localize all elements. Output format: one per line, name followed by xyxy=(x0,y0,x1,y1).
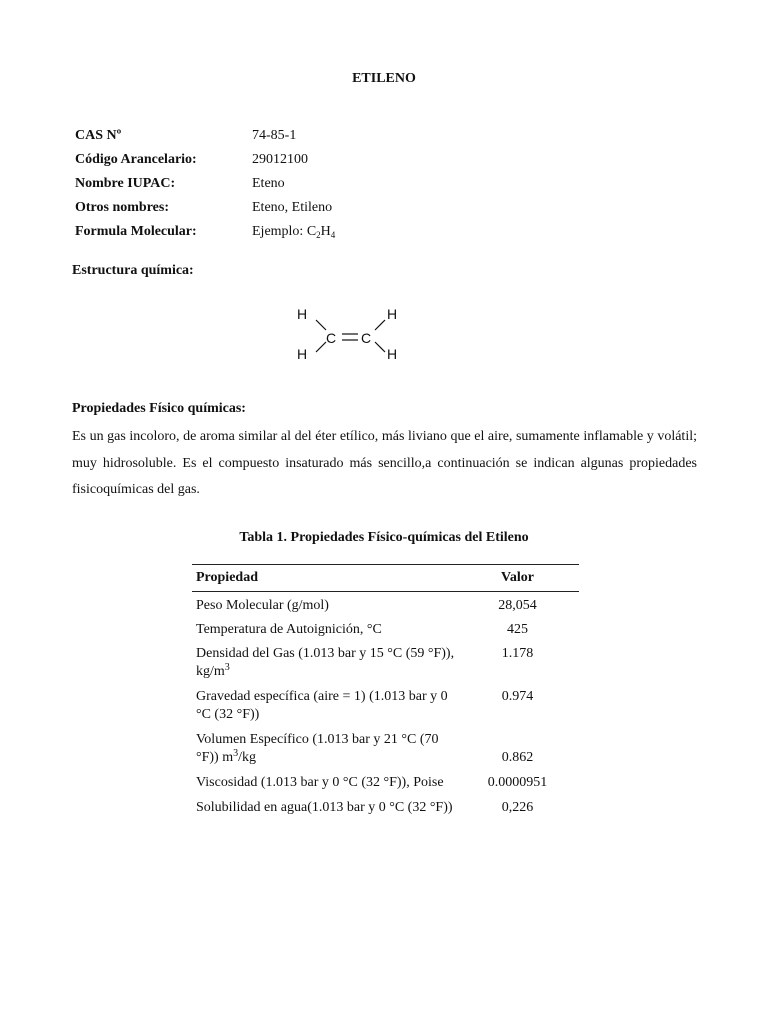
atom-h-bottom-left: H xyxy=(297,346,308,362)
cell-value: 1.178 xyxy=(501,646,534,661)
molecular-formula-value xyxy=(252,224,335,240)
atom-h-top-right: H xyxy=(387,306,398,322)
header-value: Valor xyxy=(501,570,534,585)
cell-superscript: 3 xyxy=(233,748,239,759)
cell-property-text: Volumen Específico (1.013 bar y 21 °C (70 °F)) m xyxy=(196,732,439,765)
document-title: ETILENO xyxy=(352,71,416,86)
bond-h-c-top-left xyxy=(316,320,326,330)
cas-label: CAS Nº xyxy=(75,128,122,143)
formula-subscript-carbon: 2 xyxy=(316,230,321,240)
cell-value: 28,054 xyxy=(498,598,537,613)
cell-value: 0.862 xyxy=(501,750,534,765)
table-header-row xyxy=(192,564,579,592)
table-row xyxy=(192,774,579,792)
structure-heading: Estructura química: xyxy=(72,263,194,278)
tariff-code-label: Código Arancelario: xyxy=(75,152,197,167)
table-row xyxy=(192,645,579,681)
table-row xyxy=(192,597,579,615)
properties-heading: Propiedades Físico químicas: xyxy=(72,401,246,416)
cell-property-suffix: /kg xyxy=(238,750,256,765)
cell-property: Viscosidad (1.013 bar y 0 °C (32 °F)), Poise xyxy=(196,775,444,790)
cell-property xyxy=(192,731,456,767)
cell-property: Temperatura de Autoignición, °C xyxy=(196,622,382,637)
cell-value: 0.0000951 xyxy=(487,775,548,790)
atom-h-top-left: H xyxy=(297,306,308,322)
cell-value: 0,226 xyxy=(501,800,534,815)
cell-property: Peso Molecular (g/mol) xyxy=(196,598,329,613)
table-caption: Tabla 1. Propiedades Físico-químicas del Etileno xyxy=(239,530,529,545)
iupac-name-value: Eteno xyxy=(252,176,285,191)
cell-property xyxy=(192,645,456,681)
table-row xyxy=(192,621,579,639)
table-row xyxy=(192,731,579,767)
tariff-code-value: 29012100 xyxy=(252,152,308,167)
bond-c-h-bottom-right xyxy=(375,342,385,352)
cell-property: Solubilidad en agua(1.013 bar y 0 °C (32 °F)) xyxy=(196,800,453,815)
other-names-label: Otros nombres: xyxy=(75,200,169,215)
table-row xyxy=(192,688,579,724)
other-names-value: Eteno, Etileno xyxy=(252,200,333,215)
ethylene-structure-diagram xyxy=(290,302,410,366)
properties-paragraph: Es un gas incoloro, de aroma similar al del éter etílico, más liviano que el aire, sumamente inflamable y volátil; muy hidrosoluble. Es el compuesto insaturado más sencillo,a continuación se indican algunas propiedades fisicoquímicas del gas. xyxy=(72,429,697,497)
cell-value: 425 xyxy=(507,622,528,637)
formula-hydrogen: H xyxy=(320,224,331,239)
bond-c-h-top-right xyxy=(375,320,385,330)
formula-subscript-hydrogen: 4 xyxy=(330,230,336,240)
cas-value: 74-85-1 xyxy=(252,128,297,143)
cell-value: 0.974 xyxy=(501,689,534,704)
atom-c-right: C xyxy=(361,330,372,346)
iupac-name-label: Nombre IUPAC: xyxy=(75,176,176,191)
molecular-formula-label: Formula Molecular: xyxy=(75,224,197,239)
atom-c-left: C xyxy=(326,330,337,346)
cell-property-text: Densidad del Gas (1.013 bar y 15 °C (59 °F)), kg/m xyxy=(196,646,455,679)
table-row xyxy=(192,799,579,817)
bond-h-c-bottom-left xyxy=(316,342,326,352)
formula-prefix: Ejemplo: C xyxy=(252,224,317,239)
header-property: Propiedad xyxy=(196,570,258,585)
atom-h-bottom-right: H xyxy=(387,346,398,362)
cell-property: Gravedad específica (aire = 1) (1.013 bar y 0 °C (32 °F)) xyxy=(196,689,448,722)
properties-table xyxy=(192,564,579,817)
cell-superscript: 3 xyxy=(224,662,230,673)
